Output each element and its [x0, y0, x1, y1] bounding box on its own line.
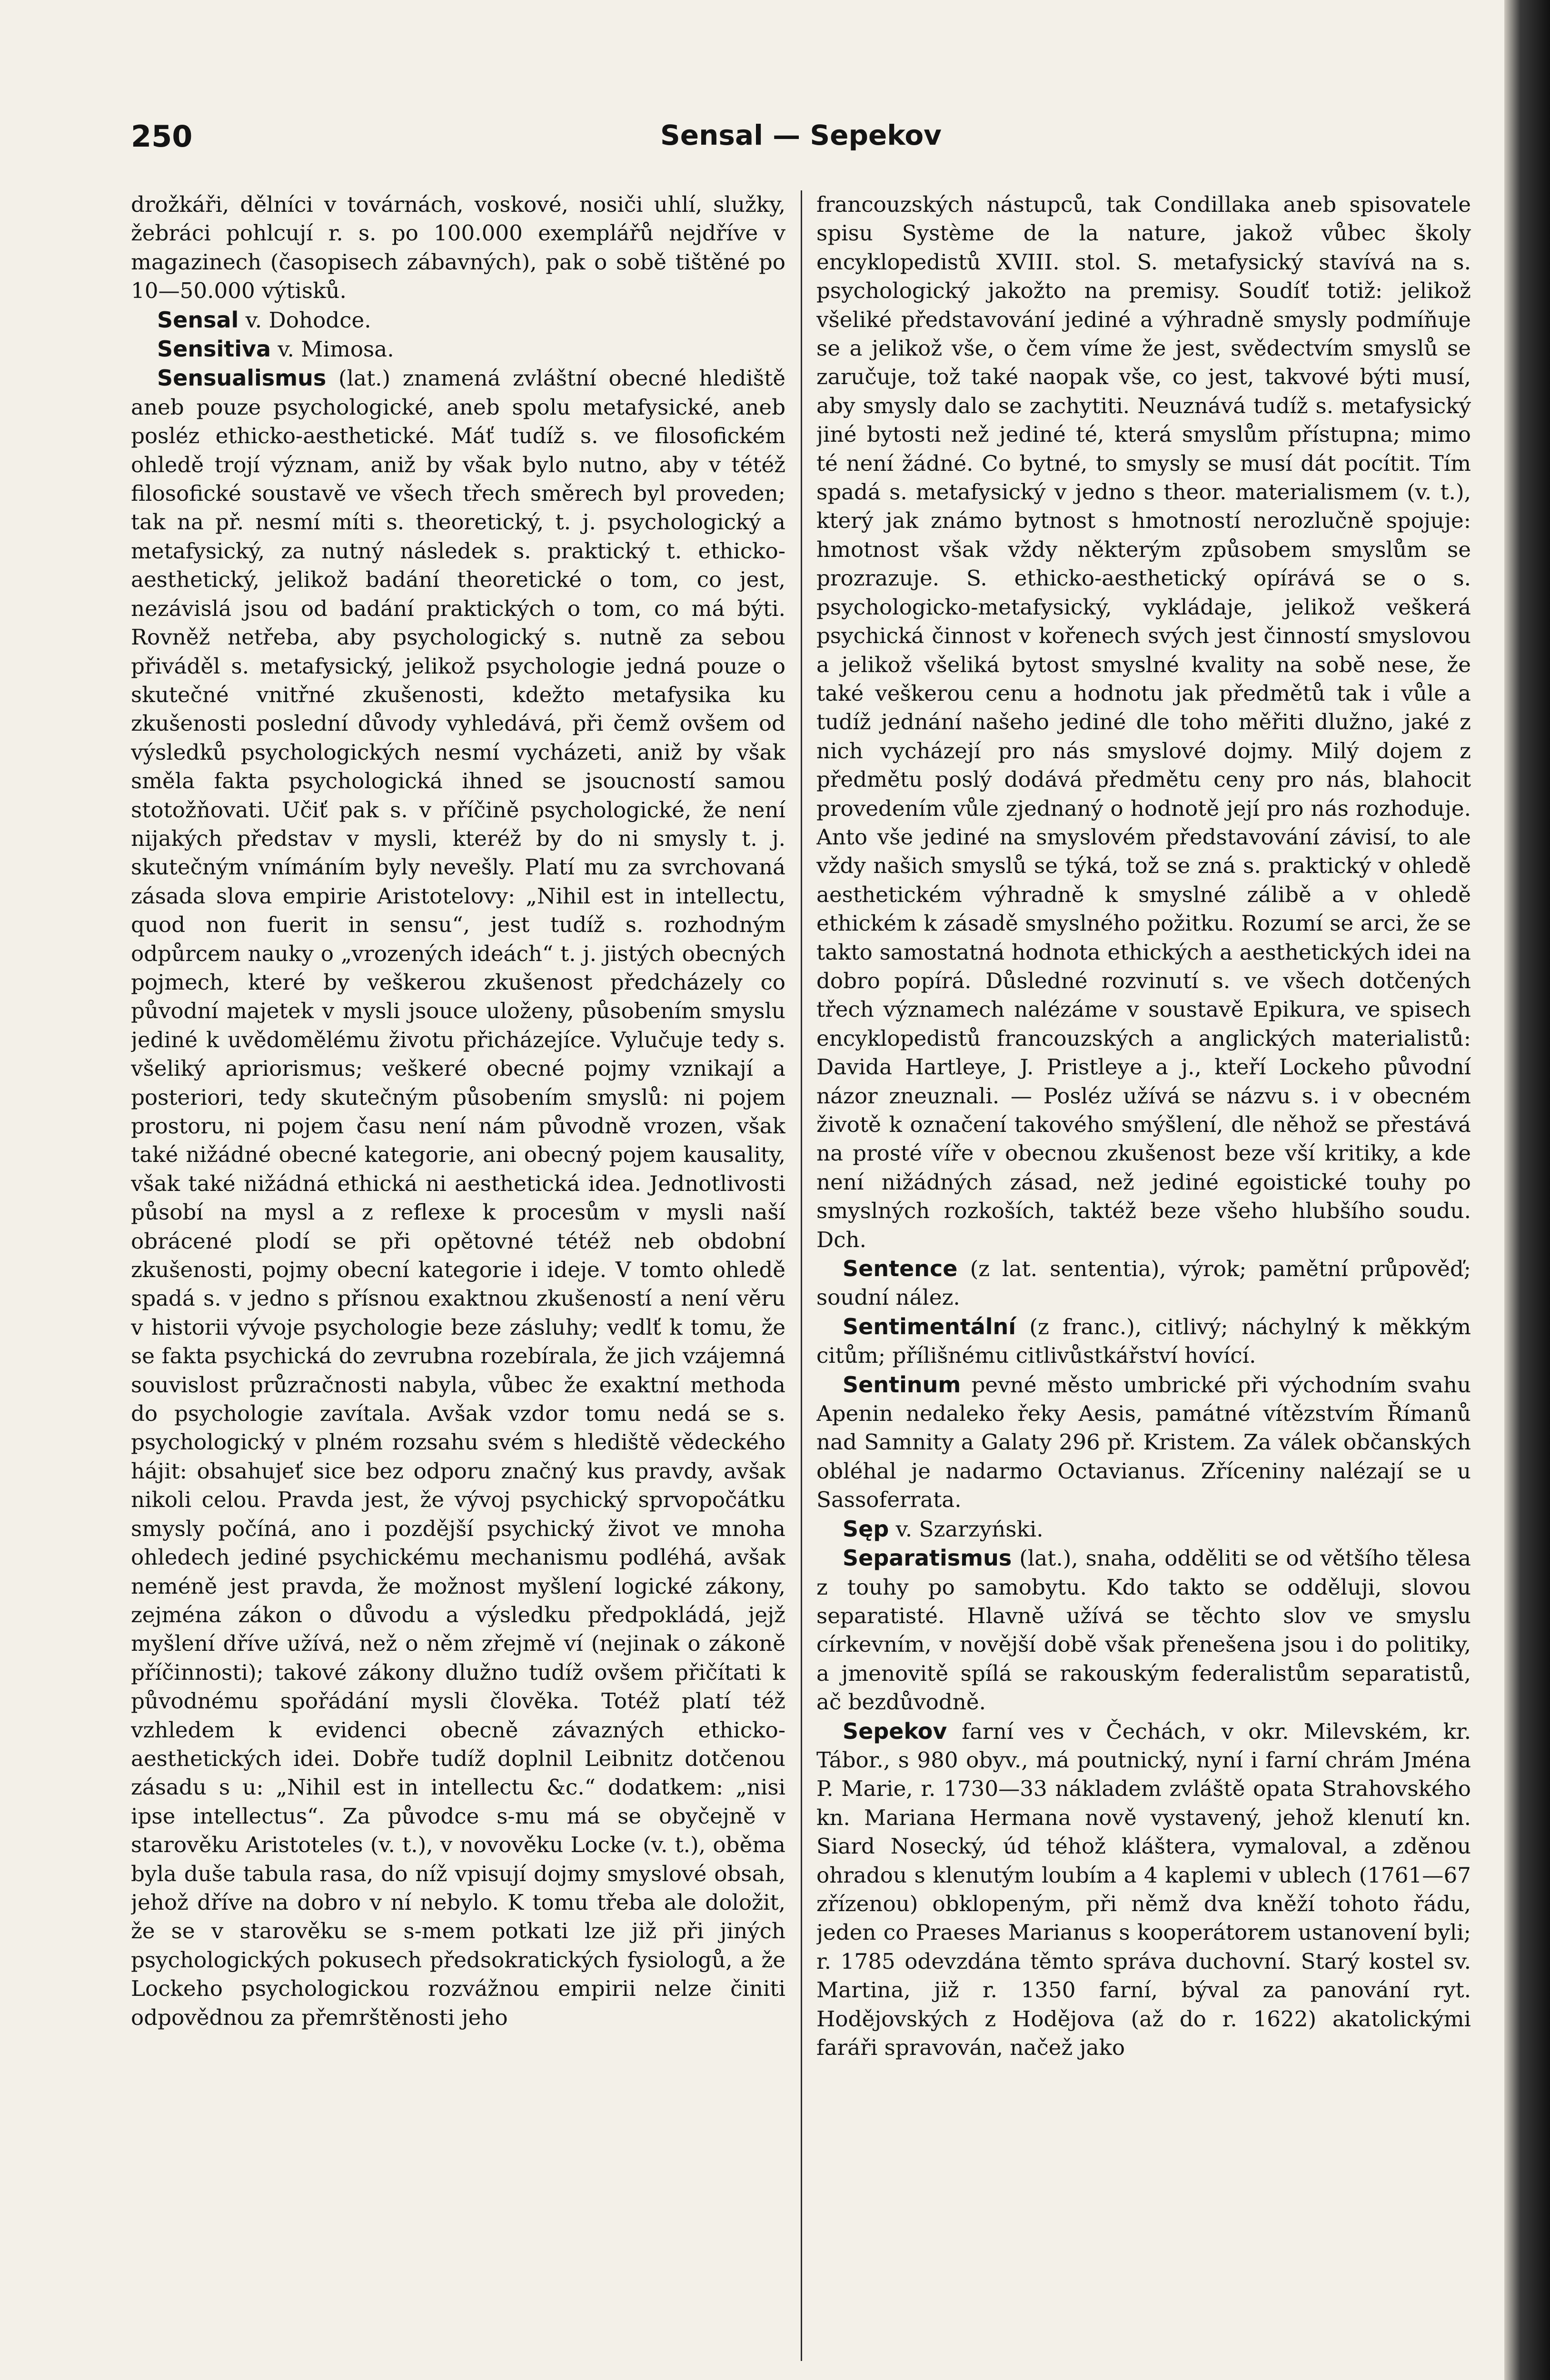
entry-text: v. Mimosa. [278, 337, 394, 362]
text-columns [131, 190, 1471, 2361]
dictionary-entry [131, 306, 785, 335]
entry-headword: Sensualismus [157, 365, 327, 391]
entry-text: (z lat. sententia), výrok; pamětní průpověď; soudní nález. [816, 1256, 1471, 1310]
dictionary-entry [131, 335, 785, 364]
entry-headword: Sentinum [843, 1371, 961, 1398]
running-head: Sensal — Sepekov [660, 119, 942, 151]
entry-text: drožkáři, dělníci v továrnách, voskové, nosiči uhlí, služky, žebráci pohlcují r. s. po 100.000 exemplářů nejdříve v magazinech (časopisech zábavných), pak o sobě tištěné po 10—50.000 výtisků. [131, 192, 785, 304]
entry-text: (lat.), snaha, odděliti se od většího tělesa z touhy po samobytu. Kdo takto se odděluji, slovou separatisté. Hlavně užívá se těchto slov ve smyslu církevním, v novější době však přenešena jsou i do politiky, a jmenovitě spílá se rakouským federalistům separatistů, ač bezdůvodně. [816, 1546, 1471, 1715]
dictionary-entry [816, 1312, 1471, 1370]
page-header [131, 119, 1471, 162]
entry-text: (z franc.), citlivý; náchylný k měkkým citům; přílišnému citlivůstkářství hovící. [816, 1314, 1471, 1368]
entry-text: v. Szarzyński. [895, 1516, 1043, 1542]
dictionary-entry [816, 1515, 1471, 1544]
entry-headword: Sensal [157, 307, 239, 333]
dictionary-entry [131, 364, 785, 2032]
entry-headword: Sentimentální [843, 1313, 1016, 1339]
entry-headword: Sensitiva [157, 336, 271, 362]
entry-headword: Sepekov [843, 1718, 947, 1744]
dictionary-entry [816, 1544, 1471, 1716]
dictionary-entry [816, 1254, 1471, 1312]
left-column [131, 190, 785, 2361]
column-divider [801, 190, 802, 2361]
entry-text: farní ves v Čechách, v okr. Milevském, kr. Tábor., s 980 obyv., má poutnický, nyní i farní chrám Jména P. Marie, r. 1730—33 nákladem zvláště opata Strahovského kn. Mariana Hermana nově vystavený, jehož klenutí kn. Siard Nosecký, úd téhož kláštera, vymaloval, a zděnou ohradou s klenutým loubím a 4 kaplemi v ublech (1761—67 zřízenou) obklopeným, při němž dva kněží tohoto řádu, jeden co Praeses Marianus s kooperátorem ustanovení byli; r. 1785 odevzdána těmto správa duchovní. Starý kostel sv. Martina, již r. 1350 farní, býval za panování ryt. Hodějovských z Hodějova (až do r. 1622) akatolickými faráři spravován, načež jako [816, 1718, 1471, 2060]
entry-text: (lat.) znamená zvláštní obecné hlediště aneb pouze psychologické, aneb spolu metafysické, aneb posléz ethicko-aesthetické. Máť tudíž s. ve filosofickém ohledě trojí význam, aniž by však bylo nutno, aby v tétéž filosofické soustavě ve všech třech směrech byl proveden; tak na př. nesmí míti s. theoretický, t. j. psychologický a metafysický, za nutný následek s. praktický t. ethicko-aesthetický, jelikož badání theoretické o tom, co jest, nezávislá jsou od badání praktických o tom, co má býti. Rovněž netřeba, aby psychologický s. nutně za sebou přiváděl s. metafysický, jelikož psychologie jedná pouze o skutečné vnitřné zkušenosti, kdežto metafysika ku zkušenosti poslední důvody vyhledává, při čemž ovšem od výsledků psychologických nesmí vycházeti, aniž by však směla fakta psychologická ihned se jsoucností samou stotožňovati. Učiť pak s. v příčině psychologické, že není nijakých představ v mysli, kteréž by do ni smysly t. j. skutečným vnímáním byly nevešly. Platí mu za svrchovaná zásada slova empirie Aristotelovy: „Nihil est in intellectu, quod non fuerit in sensu“, jest tudíž s. rozhodným odpůrcem nauky o „vrozených ideách“ t. j. jistých obecných pojmech, které by veškerou zkušenost předcházely co původní majetek v mysli jsouce uloženy, působením smyslu jediné k uvědomělému životu přicházejíce. Vylučuje tedy s. všeliký apriorismus; veškeré obecné pojmy vznikají a posteriori, tedy skutečným působením smyslů: ni pojem prostoru, ni pojem času není nám původně vrozen, však také nižádné obecné kategorie, ani obecný pojem kausality, však také nižádná ethická ni aesthetická idea. Jednotlivosti působí na mysl a z reflexe k procesům v mysli naší obrácené plodí se při opětovné tétéž neb obdobní zkušenosti, pojmy obecní kategorie i ideje. V tomto ohledě spadá s. v jedno s přísnou exaktnou zkušeností a není věru v historii vývoje psychologie beze zásluhy; vedlť k tomu, že se fakta psychická do zevrubna rozebírala, že jich vzájemná souvislost průzračnosti nabyla, vůbec že exaktní methoda do psychologie zavítala. Avšak vzdor tomu nedá se s. psychologický v plném rozsahu svém s hlediště vědeckého hájit: obsahujeť sice bez odporu značný kus pravdy, avšak nikoli celou. Pravda jest, že vývoj psychický sprvopočátku smysly počíná, ano i pozdější psychický život ve mnoha ohledech jediné psychickému mechanismu podléhá, avšak neméně jest pravda, že možnost myšlení logické zákony, zejména zákon o důvodu a výsledku předpokládá, jejž myšlení dříve užívá, než o něm zřejmě ví (nejinak o zákoně příčinnosti); takové zákony dlužno tudíž ovšem přičítati k původnému spořádání mysli člověka. Totéž platí též vzhledem k evidenci obecně závazných ethicko-aesthetických idei. Dobře tudíž doplnil Leibnitz dotčenou zásadu s u: „Nihil est in intellectu &c.“ dodatkem: „nisi ipse intellectus“. Za původce s-mu má se obyčejně v starověku Aristoteles (v. t.), v novověku Locke (v. t.), oběma byla duše tabula rasa, do níž vpisují dojmy smyslové obsah, jehož dříve na dobro v ní nebylo. K tomu třeba ale doložit, že se v starověku se s-mem potkati lze již při jiných psychologických pokusech předsokratických fysiologů, a že Lockeho psychologickou rozvážnou empirii nelze činiti odpovědnou za přemrštěnosti jeho [131, 366, 785, 2030]
dictionary-entry [816, 1717, 1471, 2063]
continued-text [816, 190, 1471, 1254]
entry-text: francouzských nástupců, tak Condillaka aneb spisovatele spisu Système de la nature, jakož vůbec školy encyklopedistů XVIII. stol. S. metafysický stavívá na s. psychologický jakožto na premisy. Soudíť totiž: jelikož všeliké představování jediné a výhradně smysly podmíňuje se a jelikož vše, o čem víme že jest, svědectvím smyslů se zaručuje, tož také naopak vše, co jest, takvové býti musí, aby smysly dalo se zachytiti. Neuznává tudíž s. metafysický jiné bytosti než jediné té, která smyslům přístupna; mimo té není žádné. Co bytné, to smysly se musí dát pocítit. Tím spadá s. metafysický v jedno s theor. materialismem (v. t.), který jak známo bytnost s hmotností nerozlučně spojuje: hmotnost však vždy některým způsobem smyslům se prozrazuje. S. ethicko-aesthetický opírává se o s. psychologicko-metafysický, vykládaje, jelikož veškerá psychická činnost v kořenech svých jest činností smyslovou a jelikož všeliká bytost smyslné kvality na sobě nese, že také veškerou cenu a hodnotu jak předmětů tak i vůle a tudíž jednání našeho jediné dle toho měřiti dlužno, jaké z nich vycházejí pro nás smyslové dojmy. Milý dojem z předmětu poslý dodává předmětu ceny pro nás, blahocit provedením vůle zjednaný o hodnotě její pro nás rozhoduje. Anto vše jediné na smyslovém představování závisí, to ale vždy našich smyslů se týká, tož se zná s. praktický v ohledě aesthetickém výhradně k smyslné zálibě a v ohledě ethickém k zásadě smyslného požitku. Rozumí se arci, že se takto samostatná hodnota ethických a aesthetických idei na dobro popírá. Důsledné rozvinutí s. ve všech dotčených třech významech nalézáme v soustavě Epikura, ve spisech encyklopedistů francouzských a anglických materialistů: Davida Hartleye, J. Pristleye a j., kteří Lockeho původní názor zneuznali. — Posléz užívá se názvu s. i v obecném životě k označení takového smýšlení, dle něhož se přestává na prosté víře v obecnou zkušenost beze vší kritiky, a kde není nižádných zásad, než jediné egoistické touhy po smyslných rozkoších, taktéž beze všeho hlubšího soudu. Dch. [816, 192, 1471, 1252]
page-number: 250 [131, 119, 193, 154]
entry-headword: Sęp [843, 1516, 889, 1542]
entry-text: pevné město umbrické při východním svahu Apenin nedaleko řeky Aesis, památné vítězstvím Římanů nad Samnity a Galaty 296 př. Kristem. Za válek občanských obléhal je nadarmo Octavianus. Zříceniny nalézají se u Sassoferrata. [816, 1372, 1471, 1513]
right-column [816, 190, 1471, 2361]
dictionary-entry [816, 1370, 1471, 1515]
entry-headword: Separatismus [843, 1545, 1012, 1571]
entry-headword: Sentence [843, 1256, 958, 1282]
continued-text [131, 190, 785, 306]
entry-text: v. Dohodce. [245, 307, 371, 333]
page-edge-shadow [1504, 0, 1550, 2380]
